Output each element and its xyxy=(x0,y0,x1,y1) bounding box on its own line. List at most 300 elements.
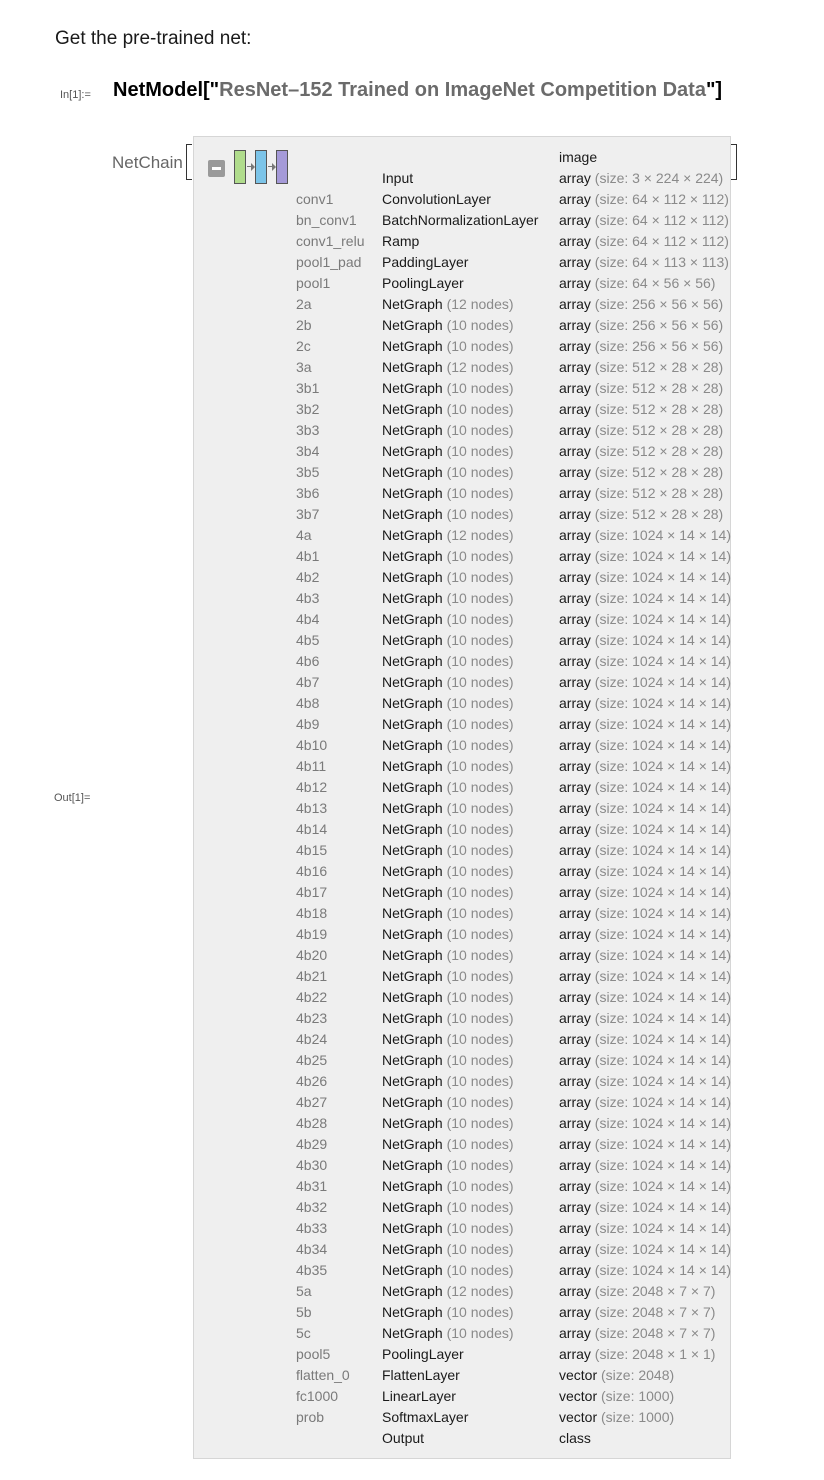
layer-name: 4b17 xyxy=(296,884,328,900)
layer-type-name: NetGraph xyxy=(382,464,443,480)
layer-node-count: (10 nodes) xyxy=(442,1157,514,1173)
layer-type-name: NetGraph xyxy=(382,905,443,921)
layer-type-name: NetGraph xyxy=(382,779,443,795)
layer-type xyxy=(382,819,514,840)
layer-shape-kind: array xyxy=(559,527,591,543)
layer-type-name: NetGraph xyxy=(382,1010,443,1026)
layer-node-count: (10 nodes) xyxy=(442,758,514,774)
layer-type xyxy=(382,1134,514,1155)
table-row xyxy=(194,378,730,399)
layer-type-name: NetGraph xyxy=(382,800,443,816)
layer-shape xyxy=(559,630,731,651)
layer-node-count: (10 nodes) xyxy=(442,1073,514,1089)
layer-shape xyxy=(559,1407,674,1428)
layer-type-name: PoolingLayer xyxy=(382,1346,464,1362)
layer-shape-size: (size: 1024 × 14 × 14) xyxy=(590,1136,731,1152)
layer-shape-kind: array xyxy=(559,632,591,648)
layer-shape-kind: array xyxy=(559,1262,591,1278)
layer-node-count: (10 nodes) xyxy=(442,611,514,627)
layer-shape-kind: array xyxy=(559,758,591,774)
table-row xyxy=(194,441,730,462)
layer-shape xyxy=(559,651,731,672)
layer-type xyxy=(382,1302,514,1323)
layer-shape-size: (size: 2048) xyxy=(597,1367,675,1383)
layer-name: flatten_0 xyxy=(296,1367,350,1383)
layer-node-count: (10 nodes) xyxy=(442,863,514,879)
layer-shape xyxy=(559,1386,674,1407)
layer-type-name: ConvolutionLayer xyxy=(382,191,491,207)
layer-node-count: (10 nodes) xyxy=(442,947,514,963)
layer-name: conv1 xyxy=(296,191,334,207)
layer-name: 2b xyxy=(296,317,312,333)
layer-node-count: (10 nodes) xyxy=(442,548,514,564)
layer-shape-size: (size: 1024 × 14 × 14) xyxy=(590,1157,731,1173)
layer-name: 4b1 xyxy=(296,548,320,564)
layer-type xyxy=(382,525,514,546)
layer-type xyxy=(382,1323,514,1344)
layer-node-count: (10 nodes) xyxy=(442,1262,514,1278)
layer-type xyxy=(382,441,514,462)
layer-type-name: NetGraph xyxy=(382,1052,443,1068)
layer-shape-kind: class xyxy=(559,1430,591,1446)
layer-type xyxy=(382,672,514,693)
layer-type xyxy=(382,1008,514,1029)
layer-node-count: (10 nodes) xyxy=(442,464,514,480)
layer-node-count: (10 nodes) xyxy=(442,884,514,900)
layer-node-count: (10 nodes) xyxy=(442,1010,514,1026)
layer-shape xyxy=(559,525,731,546)
layer-type xyxy=(382,1407,468,1428)
layer-shape xyxy=(559,903,731,924)
layer-shape-kind: array xyxy=(559,317,591,333)
layer-name: 4b6 xyxy=(296,653,320,669)
layer-node-count: (10 nodes) xyxy=(442,842,514,858)
layer-name: 5a xyxy=(296,1283,312,1299)
layer-type xyxy=(382,1113,514,1134)
layer-shape-kind: array xyxy=(559,233,591,249)
layer-name: 4b32 xyxy=(296,1199,328,1215)
layer-name: 3b6 xyxy=(296,485,320,501)
table-row xyxy=(194,210,730,231)
layer-name: 4b15 xyxy=(296,842,328,858)
layer-name: 4b20 xyxy=(296,947,328,963)
table-row xyxy=(194,1155,730,1176)
table-row xyxy=(194,630,730,651)
layer-type-name: NetGraph xyxy=(382,569,443,585)
layer-node-count: (12 nodes) xyxy=(442,359,514,375)
layer-shape xyxy=(559,1134,731,1155)
quote-close: "] xyxy=(705,79,723,101)
layer-name: 4b24 xyxy=(296,1031,328,1047)
layer-name: 2a xyxy=(296,296,312,312)
layer-shape-size: (size: 1024 × 14 × 14) xyxy=(590,1031,731,1047)
table-row xyxy=(194,1050,730,1071)
table-row xyxy=(194,966,730,987)
input-cell-code[interactable] xyxy=(113,79,722,102)
layer-shape xyxy=(559,504,723,525)
layer-shape xyxy=(559,1365,674,1386)
layer-node-count: (10 nodes) xyxy=(442,590,514,606)
layer-type-name: NetGraph xyxy=(382,611,443,627)
table-row xyxy=(194,672,730,693)
layer-node-count: (10 nodes) xyxy=(442,1325,514,1341)
table-row xyxy=(194,819,730,840)
layer-shape-size: (size: 1024 × 14 × 14) xyxy=(590,821,731,837)
layer-shape xyxy=(559,1323,715,1344)
netchain-summary-panel xyxy=(193,136,731,1459)
layer-type-name: NetGraph xyxy=(382,1157,443,1173)
layer-shape xyxy=(559,966,731,987)
layer-node-count: (10 nodes) xyxy=(442,1241,514,1257)
layer-type xyxy=(382,462,514,483)
table-row xyxy=(194,231,730,252)
layer-shape-kind: array xyxy=(559,1304,591,1320)
table-row xyxy=(194,903,730,924)
layer-name: bn_conv1 xyxy=(296,212,357,228)
layer-type-name: Output xyxy=(382,1430,425,1446)
layer-shape-size: (size: 1024 × 14 × 14) xyxy=(590,548,731,564)
table-row xyxy=(194,420,730,441)
layer-type xyxy=(382,210,538,231)
layer-shape xyxy=(559,567,731,588)
layer-type xyxy=(382,168,413,189)
table-row xyxy=(194,525,730,546)
layer-shape xyxy=(559,714,731,735)
table-row xyxy=(194,1428,730,1449)
layer-shape xyxy=(559,546,731,567)
layer-shape-kind: array xyxy=(559,905,591,921)
layer-type-name: NetGraph xyxy=(382,1178,443,1194)
layer-type-name: PoolingLayer xyxy=(382,275,464,291)
layer-type-name: NetGraph xyxy=(382,653,443,669)
layer-name: 3b2 xyxy=(296,401,320,417)
table-row xyxy=(194,1008,730,1029)
table-row xyxy=(194,1302,730,1323)
layer-node-count: (10 nodes) xyxy=(442,1178,514,1194)
layer-shape-size: (size: 1000) xyxy=(597,1388,675,1404)
layer-type xyxy=(382,1365,460,1386)
layer-shape xyxy=(559,441,723,462)
layer-type xyxy=(382,378,514,399)
layer-name: 4b14 xyxy=(296,821,328,837)
layer-shape-kind: array xyxy=(559,254,591,270)
function-name: NetModel[ xyxy=(113,79,210,101)
table-row xyxy=(194,1281,730,1302)
layer-shape-size: (size: 1024 × 14 × 14) xyxy=(590,779,731,795)
layer-shape-size: (size: 64 × 113 × 113) xyxy=(590,254,729,270)
layer-name: 3a xyxy=(296,359,312,375)
layer-type xyxy=(382,420,514,441)
layer-shape-kind: array xyxy=(559,1283,591,1299)
layer-shape-kind: array xyxy=(559,863,591,879)
layer-shape-size: (size: 1024 × 14 × 14) xyxy=(590,674,731,690)
table-row xyxy=(194,777,730,798)
layer-shape-size: (size: 1024 × 14 × 14) xyxy=(590,716,731,732)
table-row xyxy=(194,714,730,735)
layer-shape-kind: array xyxy=(559,884,591,900)
table-row xyxy=(194,1134,730,1155)
layer-type-name: NetGraph xyxy=(382,1115,443,1131)
layer-type xyxy=(382,336,514,357)
layer-shape xyxy=(559,882,731,903)
layer-shape-kind: array xyxy=(559,926,591,942)
layer-shape-kind: array xyxy=(559,1031,591,1047)
layer-type-name: NetGraph xyxy=(382,674,443,690)
layer-type-name: NetGraph xyxy=(382,1136,443,1152)
layer-type xyxy=(382,1155,514,1176)
layer-shape-kind: array xyxy=(559,485,591,501)
layer-shape-kind: array xyxy=(559,380,591,396)
layer-type xyxy=(382,798,514,819)
layer-shape-size: (size: 512 × 28 × 28) xyxy=(590,506,724,522)
layer-type xyxy=(382,1428,424,1449)
layer-node-count: (10 nodes) xyxy=(442,989,514,1005)
layer-type xyxy=(382,882,514,903)
layer-node-count: (10 nodes) xyxy=(442,674,514,690)
layer-node-count: (12 nodes) xyxy=(442,1283,514,1299)
layer-name: 4b9 xyxy=(296,716,320,732)
table-row xyxy=(194,546,730,567)
layer-shape xyxy=(559,147,597,168)
layer-type-name: SoftmaxLayer xyxy=(382,1409,469,1425)
layer-shape-kind: array xyxy=(559,737,591,753)
layer-type-name: NetGraph xyxy=(382,485,443,501)
layer-node-count: (10 nodes) xyxy=(442,1031,514,1047)
layer-node-count: (10 nodes) xyxy=(442,779,514,795)
layer-shape-kind: array xyxy=(559,590,591,606)
layer-type xyxy=(382,1050,514,1071)
layer-shape-kind: array xyxy=(559,401,591,417)
layer-type xyxy=(382,588,514,609)
table-row xyxy=(194,504,730,525)
layer-shape-size: (size: 1024 × 14 × 14) xyxy=(590,590,731,606)
layer-shape-size: (size: 1024 × 14 × 14) xyxy=(590,758,731,774)
layer-type-name: NetGraph xyxy=(382,1220,443,1236)
layer-shape-size: (size: 3 × 224 × 224) xyxy=(590,170,724,186)
right-bracket xyxy=(731,144,737,180)
layer-shape-size: (size: 1024 × 14 × 14) xyxy=(590,800,731,816)
layer-shape xyxy=(559,672,731,693)
table-row xyxy=(194,1029,730,1050)
layer-type-name: FlattenLayer xyxy=(382,1367,460,1383)
table-row xyxy=(194,1407,730,1428)
layer-name: pool5 xyxy=(296,1346,331,1362)
layer-name: pool1_pad xyxy=(296,254,362,270)
layer-shape xyxy=(559,1218,731,1239)
table-row xyxy=(194,651,730,672)
layer-name: 5b xyxy=(296,1304,312,1320)
layer-shape xyxy=(559,1071,731,1092)
table-row xyxy=(194,840,730,861)
layer-type xyxy=(382,546,514,567)
table-row xyxy=(194,1239,730,1260)
layer-type-name: Ramp xyxy=(382,233,420,249)
layer-shape-size: (size: 1000) xyxy=(597,1409,675,1425)
layer-name: pool1 xyxy=(296,275,331,291)
layer-name: 3b4 xyxy=(296,443,320,459)
layer-shape xyxy=(559,357,723,378)
layer-type-name: PaddingLayer xyxy=(382,254,469,270)
layer-name: 4b5 xyxy=(296,632,320,648)
layer-type-name: BatchNormalizationLayer xyxy=(382,212,539,228)
layer-shape-kind: array xyxy=(559,359,591,375)
layer-shape-kind: array xyxy=(559,443,591,459)
table-row xyxy=(194,1344,730,1365)
layer-shape-kind: array xyxy=(559,989,591,1005)
layer-shape-kind: array xyxy=(559,821,591,837)
layer-type-name: NetGraph xyxy=(382,1304,443,1320)
layer-shape-kind: array xyxy=(559,1136,591,1152)
layer-shape-size: (size: 64 × 112 × 112) xyxy=(590,191,729,207)
layer-shape-kind: array xyxy=(559,968,591,984)
layer-shape-size: (size: 512 × 28 × 28) xyxy=(590,464,724,480)
layer-name: conv1_relu xyxy=(296,233,365,249)
table-row xyxy=(194,1386,730,1407)
layer-shape-kind: array xyxy=(559,1346,591,1362)
layer-name: 4b33 xyxy=(296,1220,328,1236)
layer-shape-size: (size: 256 × 56 × 56) xyxy=(590,338,724,354)
layer-type-name: NetGraph xyxy=(382,338,443,354)
layer-node-count: (10 nodes) xyxy=(442,1052,514,1068)
layer-type xyxy=(382,609,514,630)
layer-shape-kind: vector xyxy=(559,1409,598,1425)
layer-shape-kind: image xyxy=(559,149,598,165)
layer-shape-kind: array xyxy=(559,1325,591,1341)
layer-type xyxy=(382,504,514,525)
layer-name: 4b25 xyxy=(296,1052,328,1068)
layer-name: 4b13 xyxy=(296,800,328,816)
layer-node-count: (12 nodes) xyxy=(442,296,514,312)
layer-shape xyxy=(559,819,731,840)
layer-shape xyxy=(559,1008,731,1029)
layer-type xyxy=(382,1260,514,1281)
layer-shape-kind: array xyxy=(559,1115,591,1131)
layer-type-name: LinearLayer xyxy=(382,1388,456,1404)
layer-shape-kind: array xyxy=(559,1094,591,1110)
table-row xyxy=(194,399,730,420)
layer-type xyxy=(382,966,514,987)
table-row xyxy=(194,1197,730,1218)
layer-name: 4b21 xyxy=(296,968,328,984)
layer-name: 4b12 xyxy=(296,779,328,795)
layer-shape-kind: array xyxy=(559,1241,591,1257)
layer-shape-kind: array xyxy=(559,611,591,627)
layer-shape-size: (size: 512 × 28 × 28) xyxy=(590,485,724,501)
layer-type-name: NetGraph xyxy=(382,716,443,732)
layer-type xyxy=(382,735,514,756)
table-row xyxy=(194,1092,730,1113)
layer-shape xyxy=(559,336,723,357)
layer-name: 4b18 xyxy=(296,905,328,921)
layer-shape-size: (size: 1024 × 14 × 14) xyxy=(590,1262,731,1278)
layer-name: 4b3 xyxy=(296,590,320,606)
layer-name: 4b2 xyxy=(296,569,320,585)
layer-shape xyxy=(559,1176,731,1197)
layer-shape xyxy=(559,168,723,189)
layer-name: 5c xyxy=(296,1325,311,1341)
layer-shape xyxy=(559,1050,731,1071)
layer-type xyxy=(382,1239,514,1260)
layer-node-count: (10 nodes) xyxy=(442,317,514,333)
layer-shape xyxy=(559,693,731,714)
layer-type-name: NetGraph xyxy=(382,1283,443,1299)
layer-type-name: NetGraph xyxy=(382,1262,443,1278)
layer-shape xyxy=(559,987,731,1008)
layer-name: 4b19 xyxy=(296,926,328,942)
layer-name: 4b16 xyxy=(296,863,328,879)
layer-type-name: NetGraph xyxy=(382,968,443,984)
layer-shape-kind: array xyxy=(559,653,591,669)
layer-type xyxy=(382,987,514,1008)
layer-node-count: (10 nodes) xyxy=(442,485,514,501)
layer-shape-size: (size: 512 × 28 × 28) xyxy=(590,359,724,375)
quote-open: " xyxy=(209,79,220,101)
layer-shape-size: (size: 2048 × 7 × 7) xyxy=(590,1283,716,1299)
layer-name: 4b34 xyxy=(296,1241,328,1257)
layer-type xyxy=(382,924,514,945)
layer-shape xyxy=(559,924,731,945)
layer-type xyxy=(382,483,514,504)
layer-name: 3b5 xyxy=(296,464,320,480)
layer-type-name: NetGraph xyxy=(382,632,443,648)
layer-node-count: (10 nodes) xyxy=(442,401,514,417)
layer-type xyxy=(382,315,514,336)
layer-shape-size: (size: 64 × 56 × 56) xyxy=(590,275,716,291)
layer-type xyxy=(382,1281,514,1302)
layer-type-name: NetGraph xyxy=(382,548,443,564)
layer-shape xyxy=(559,861,731,882)
table-row xyxy=(194,756,730,777)
layer-shape xyxy=(559,756,731,777)
layer-table xyxy=(194,147,730,1449)
layer-node-count: (10 nodes) xyxy=(442,653,514,669)
layer-type xyxy=(382,1218,514,1239)
layer-shape-size: (size: 1024 × 14 × 14) xyxy=(590,1115,731,1131)
layer-type-name: NetGraph xyxy=(382,296,443,312)
table-row xyxy=(194,567,730,588)
layer-shape-kind: array xyxy=(559,1073,591,1089)
layer-type-name: NetGraph xyxy=(382,401,443,417)
layer-shape-size: (size: 1024 × 14 × 14) xyxy=(590,968,731,984)
layer-shape-kind: array xyxy=(559,800,591,816)
layer-shape-kind: array xyxy=(559,1199,591,1215)
layer-type-name: NetGraph xyxy=(382,1031,443,1047)
layer-type xyxy=(382,231,419,252)
layer-shape-size: (size: 1024 × 14 × 14) xyxy=(590,905,731,921)
layer-shape xyxy=(559,315,723,336)
layer-shape-kind: array xyxy=(559,422,591,438)
layer-shape xyxy=(559,1428,591,1449)
layer-shape xyxy=(559,420,723,441)
layer-shape-size: (size: 1024 × 14 × 14) xyxy=(590,632,731,648)
layer-shape-size: (size: 1024 × 14 × 14) xyxy=(590,947,731,963)
layer-shape xyxy=(559,1029,731,1050)
table-row xyxy=(194,147,730,168)
layer-name: 3b1 xyxy=(296,380,320,396)
layer-type xyxy=(382,777,514,798)
layer-shape-kind: array xyxy=(559,674,591,690)
layer-shape-size: (size: 1024 × 14 × 14) xyxy=(590,884,731,900)
table-row xyxy=(194,609,730,630)
layer-type-name: NetGraph xyxy=(382,1241,443,1257)
layer-type xyxy=(382,630,514,651)
table-row xyxy=(194,1323,730,1344)
layer-shape xyxy=(559,462,723,483)
table-row xyxy=(194,294,730,315)
table-row xyxy=(194,945,730,966)
layer-shape-size: (size: 64 × 112 × 112) xyxy=(590,212,729,228)
layer-node-count: (10 nodes) xyxy=(442,1220,514,1236)
